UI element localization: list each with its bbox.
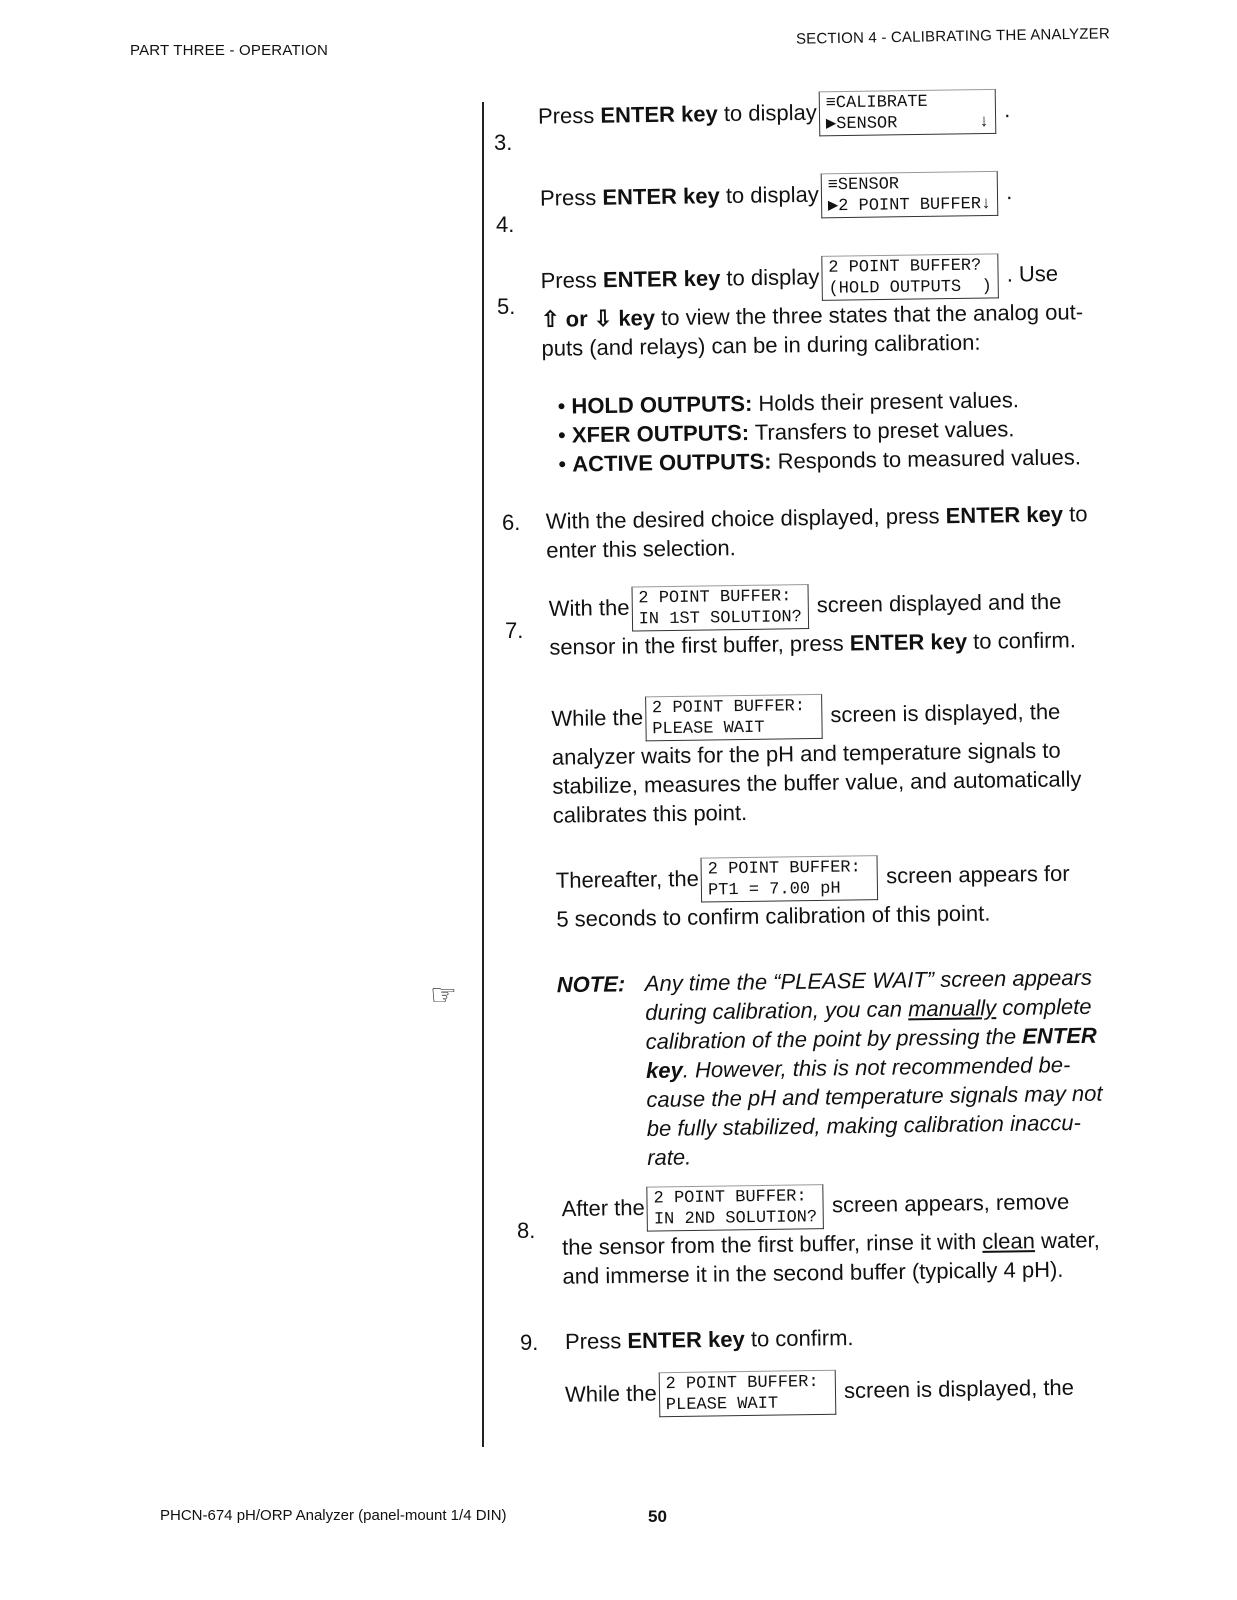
pointing-hand-icon: ☞ (430, 979, 457, 1012)
wait-paragraph-1 (551, 690, 1082, 829)
note-text: . However, this is not recommended be- (682, 1052, 1071, 1083)
step-text: enter this selection. (546, 535, 736, 563)
header-right: SECTION 4 - CALIBRATING THE ANALYZER (795, 25, 1111, 48)
step-text: to view the three states that the analog out- (654, 299, 1084, 331)
note-text: rate. (647, 1144, 692, 1171)
page-number: 50 (648, 1507, 667, 1526)
bullet-label: XFER OUTPUTS: (571, 419, 750, 448)
list-item: • XFER OUTPUTS: Transfers to preset values. (557, 416, 1015, 448)
step-8-number: 8. (517, 1218, 536, 1243)
step-text: to display (720, 264, 820, 291)
bullet-text: Responds to measured values. (771, 444, 1082, 474)
lcd-screen (645, 694, 823, 741)
para-text: screen is displayed, the (824, 698, 1061, 728)
lcd-screen (658, 1370, 836, 1417)
step-text: screen displayed and the (810, 588, 1062, 618)
lcd-line: ≡SENSOR (827, 175, 900, 196)
lcd-screen (701, 855, 879, 902)
lcd-line: IN 2ND SOLUTION? (653, 1208, 818, 1230)
step-text: puts (and relays) can be in during calibration: (541, 329, 981, 361)
step-text: to display (717, 99, 817, 127)
list-item: • HOLD OUTPUTS: Holds their present values. (557, 387, 1020, 419)
key-label: key (645, 1057, 683, 1084)
step-6-number: 6. (502, 510, 521, 535)
key-label: ENTER key (627, 1326, 745, 1354)
step-5-number: 5. (497, 294, 516, 319)
step-5 (540, 252, 1083, 363)
key-label: ENTER key (602, 183, 720, 210)
step-text: . (999, 179, 1013, 205)
lcd-line: ▶SENSOR ↓ (825, 112, 990, 135)
bullet-text: Transfers to preset values. (748, 416, 1015, 445)
bullet-text: Holds their present values. (752, 387, 1020, 416)
step-text: Press (537, 102, 601, 129)
para-text: While the (551, 704, 644, 732)
step-text: screen appears, remove (825, 1188, 1070, 1218)
key-label: ENTER (1022, 1022, 1097, 1049)
emphasis-clean: clean (982, 1228, 1036, 1254)
para-text: Thereafter, the (555, 865, 700, 893)
thereafter-paragraph (556, 852, 1071, 933)
note-text: Any time the “PLEASE WAIT” screen appears (644, 964, 1093, 997)
note-text: cause the pH and temperature signals may not (646, 1080, 1103, 1113)
step-text: . (997, 97, 1011, 123)
margin-rule (482, 102, 484, 1447)
lcd-line: 2 POINT BUFFER: (653, 1187, 807, 1209)
lcd-line: ≡CALIBRATE (825, 92, 928, 114)
note-text: during calibration, you can (645, 996, 909, 1026)
step-text: With the desired choice displayed, press (545, 503, 946, 534)
lcd-screen (821, 253, 999, 300)
note-text: complete (995, 993, 1092, 1021)
step-text: sensor in the first buffer, press (549, 630, 850, 660)
step-text: the sensor from the first buffer, rinse it with (561, 1228, 983, 1260)
lcd-screen (646, 1184, 824, 1231)
bullet-label: HOLD OUTPUTS: (571, 390, 753, 419)
lcd-line: (HOLD OUTPUTS ) (828, 277, 992, 299)
step-text: to (1062, 501, 1088, 527)
lcd-line: IN 1ST SOLUTION? (638, 608, 803, 630)
note-text: be fully stabilized, making calibration inaccu- (646, 1109, 1082, 1142)
para-text: analyzer waits for the pH and temperature signals to (551, 737, 1061, 770)
step-8 (561, 1180, 1100, 1290)
step-text: With the (548, 594, 630, 621)
step-7-number: 7. (505, 618, 524, 643)
para-text: calibrates this point. (552, 799, 748, 828)
note-block (557, 962, 1168, 1173)
step-text: to confirm. (744, 1324, 854, 1352)
step-text: water, (1034, 1227, 1100, 1254)
step-3 (538, 89, 1011, 141)
lcd-line: 2 POINT BUFFER: (638, 587, 792, 609)
bullet-list (557, 384, 1081, 478)
step-4-number: 4. (496, 212, 515, 237)
para-text: While the (564, 1380, 657, 1407)
wait-paragraph-2 (565, 1366, 1075, 1418)
note-label: NOTE: (556, 971, 626, 998)
bullet-label: ACTIVE OUTPUTS: (572, 448, 772, 477)
step-text: After the (561, 1194, 645, 1222)
step-text: to confirm. (966, 627, 1077, 654)
step-9 (565, 1323, 854, 1356)
lcd-screen (820, 171, 998, 218)
arrow-keys-label: ⇧ or ⇩ key (540, 305, 656, 332)
footer-title: PHCN-674 pH/ORP Analyzer (panel-mount 1/4 DIN) (160, 1507, 507, 1524)
lcd-line: 2 POINT BUFFER: (707, 858, 861, 880)
note-emphasis: manually (907, 995, 997, 1022)
para-text: stabilize, measures the buffer value, and automatically (552, 766, 1082, 799)
header-left: PART THREE - OPERATION (130, 42, 329, 59)
list-item: • ACTIVE OUTPUTS: Responds to measured values. (558, 444, 1082, 477)
step-6 (546, 499, 1088, 565)
note-text: calibration of the point by pressing the (645, 1023, 1023, 1055)
step-text: . Use (1000, 260, 1059, 287)
step-text: and immerse it in the second buffer (typically 4 pH). (562, 1256, 1064, 1289)
lcd-line: PLEASE WAIT (652, 718, 816, 740)
lcd-line: ▶2 POINT BUFFER↓ (827, 194, 992, 217)
lcd-line: 2 POINT BUFFER: (665, 1373, 819, 1395)
lcd-line: PLEASE WAIT (665, 1393, 830, 1416)
step-9-number: 9. (520, 1330, 539, 1355)
para-text: screen appears for (879, 860, 1070, 889)
step-text: to display (719, 181, 819, 209)
step-text: Press (539, 184, 603, 211)
step-text: Press (564, 1328, 628, 1355)
key-label: ENTER key (600, 101, 718, 128)
lcd-line: 2 POINT BUFFER? (828, 256, 982, 278)
lcd-line: PT1 = 7.00 pH (707, 879, 872, 901)
key-label: ENTER key (945, 501, 1064, 529)
step-7 (549, 580, 1077, 661)
para-text: 5 seconds to confirm calibration of this point. (556, 900, 991, 932)
key-label: ENTER key (849, 628, 968, 656)
lcd-screen (631, 584, 809, 631)
lcd-screen (818, 89, 996, 136)
step-text: Press (540, 267, 604, 294)
lcd-line: 2 POINT BUFFER: (651, 697, 806, 719)
para-text: screen is displayed, the (837, 1374, 1075, 1404)
step-3-number: 3. (494, 130, 513, 155)
step-4 (540, 171, 1013, 223)
key-label: ENTER key (602, 265, 721, 293)
